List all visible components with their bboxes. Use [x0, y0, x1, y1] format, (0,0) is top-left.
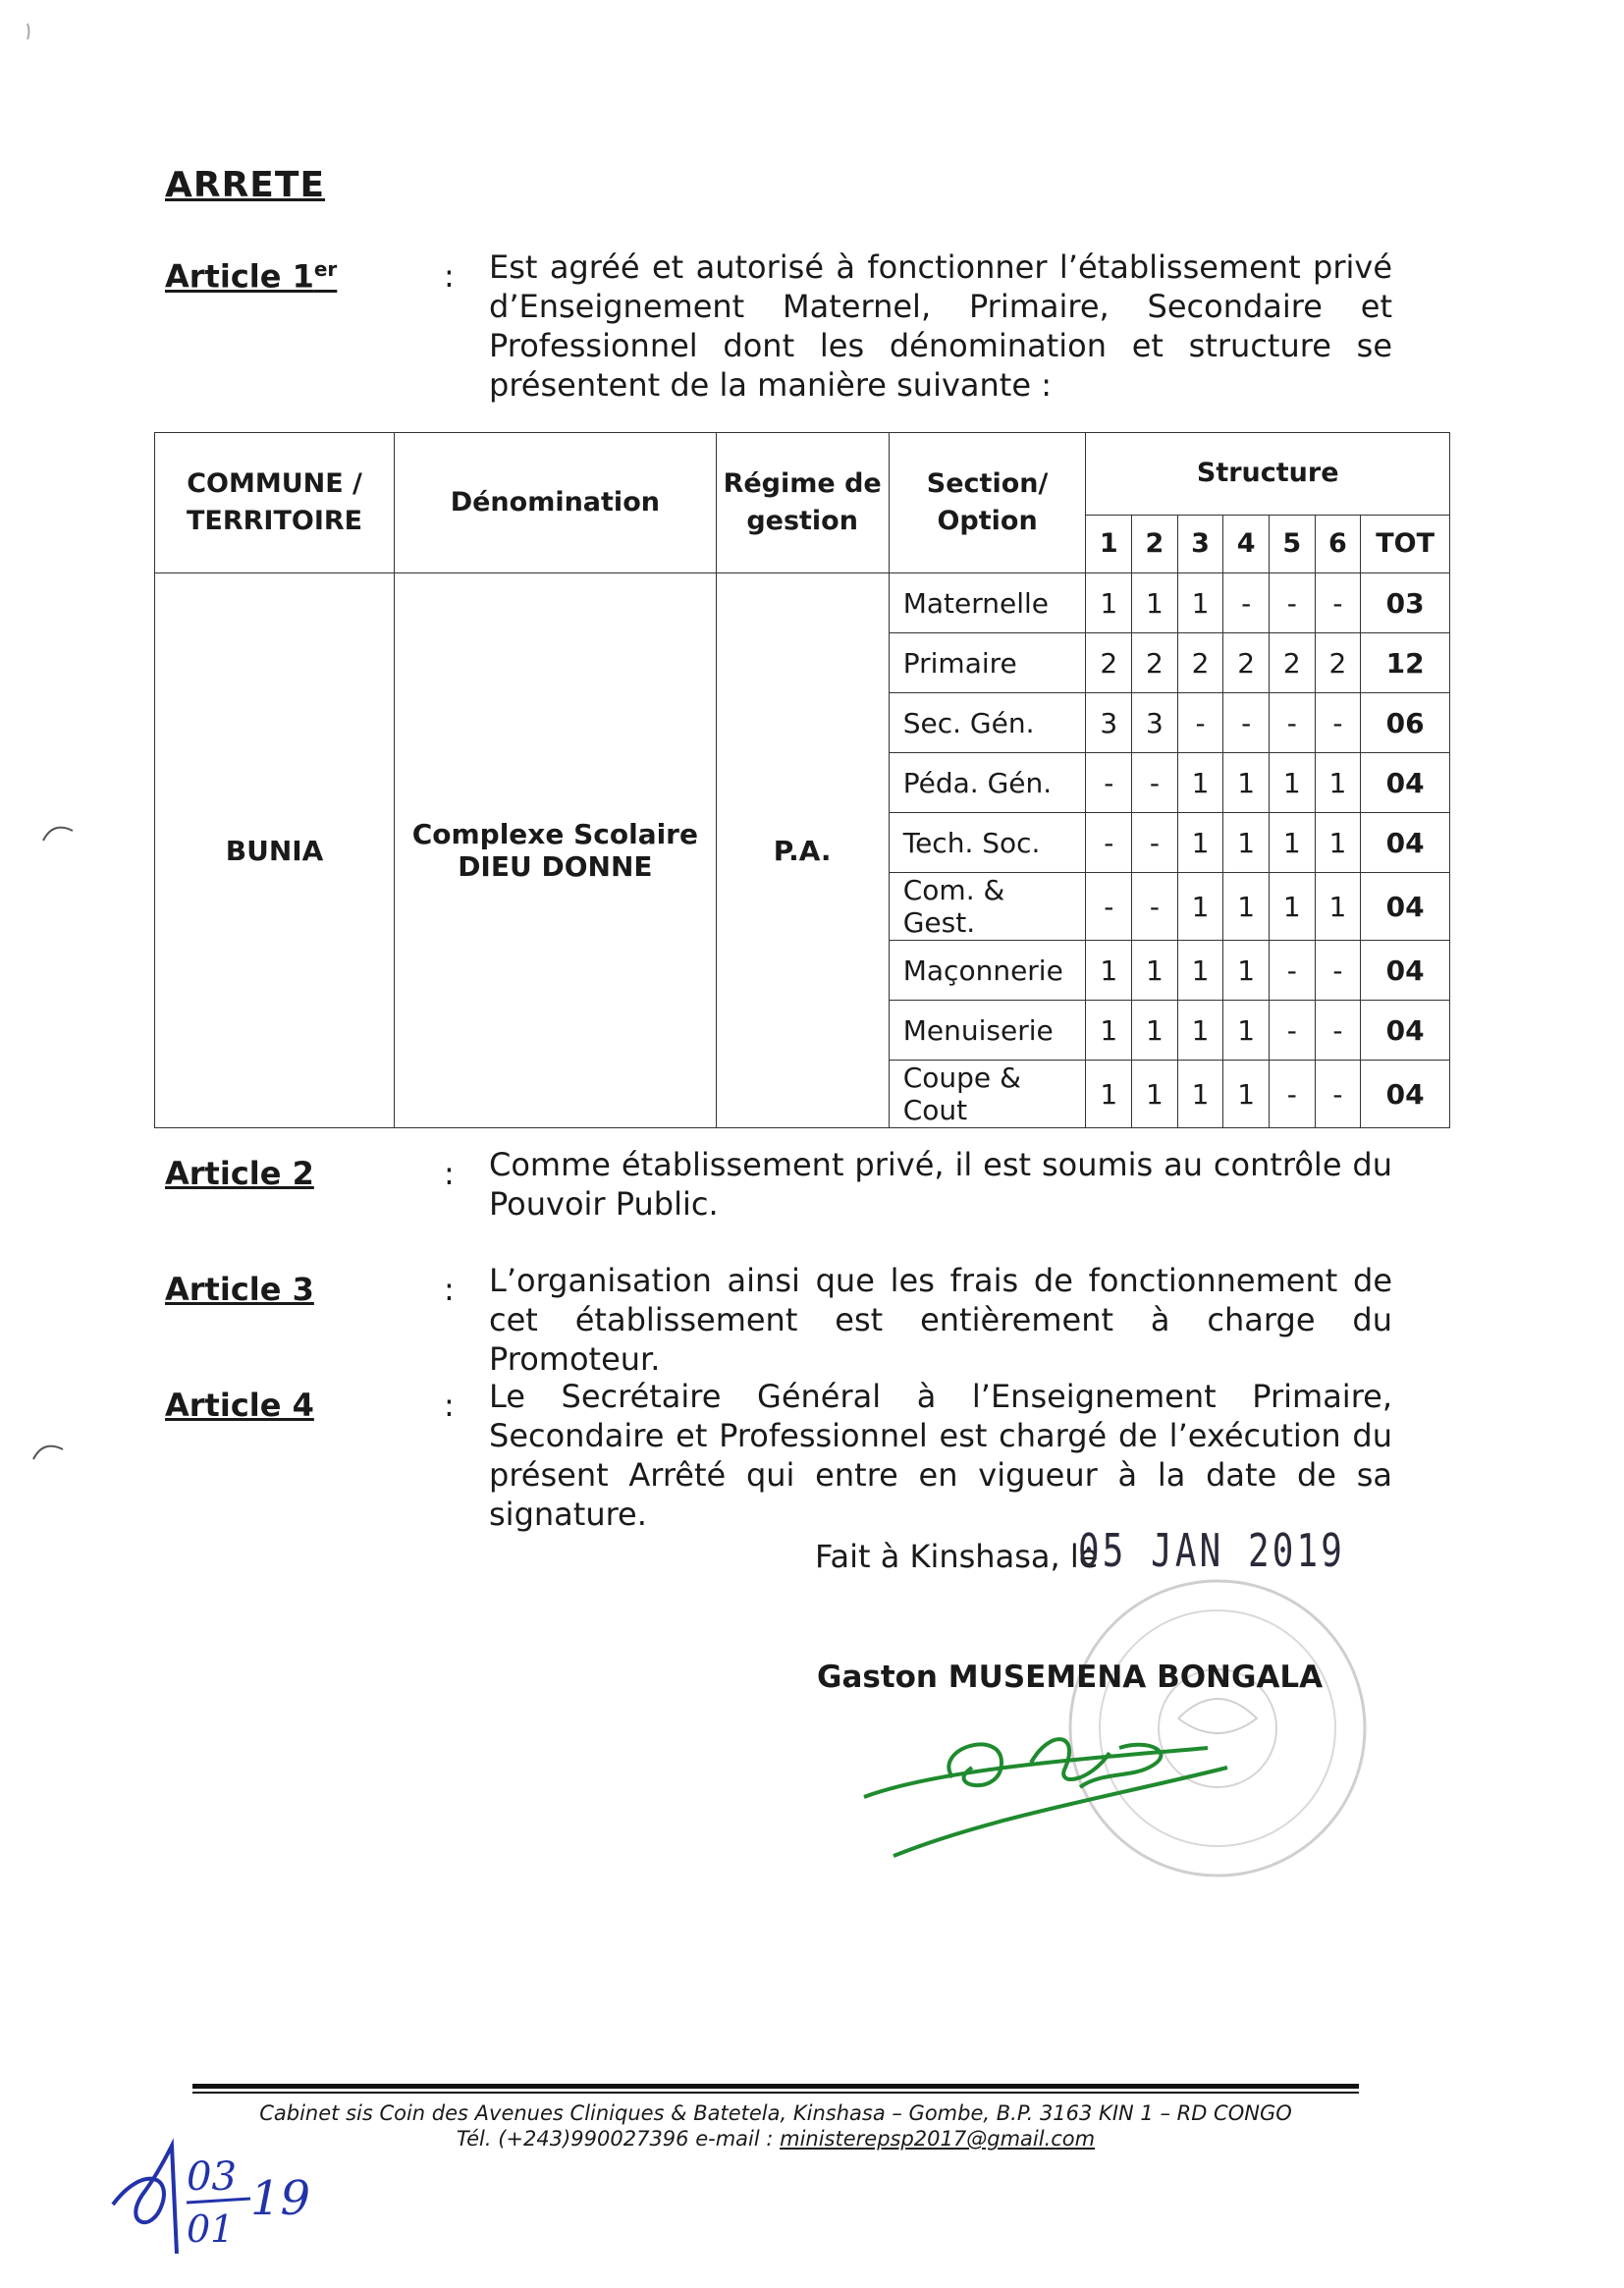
- denomination-line2: DIEU DONNE: [458, 850, 653, 883]
- level-cell: 1: [1269, 813, 1315, 873]
- regime-cell: P.A.: [716, 573, 889, 1128]
- level-cell: -: [1315, 1001, 1361, 1061]
- article-4-text: Le Secrétaire Général à l’Enseignement Primaire, Secondaire et Professionnel est chargé de l’exécution du présent Arrêté qui entre en vigueur à la date de sa signature.: [489, 1378, 1392, 1533]
- level-cell: 2: [1177, 633, 1223, 693]
- level-cell: 1: [1223, 813, 1270, 873]
- article-colon: :: [444, 257, 455, 295]
- footer-contact: [192, 2127, 1359, 2151]
- level-cell: -: [1086, 813, 1132, 873]
- level-cell: -: [1315, 941, 1361, 1001]
- structure-table: [154, 432, 1450, 1128]
- total-cell: 03: [1361, 573, 1450, 633]
- header-regime-line2: gestion: [746, 506, 858, 536]
- header-level: 2: [1132, 515, 1178, 572]
- header-commune-line1: COMMUNE /: [187, 468, 362, 499]
- header-level: 4: [1223, 515, 1270, 572]
- svg-text:01: 01: [187, 2207, 235, 2251]
- level-cell: -: [1223, 693, 1270, 753]
- denomination-cell: [395, 573, 716, 1128]
- level-cell: -: [1132, 873, 1178, 941]
- footer-rule: [192, 2092, 1359, 2094]
- article-label-superscript: er: [313, 257, 338, 281]
- level-cell: 1: [1223, 941, 1270, 1001]
- level-cell: -: [1315, 693, 1361, 753]
- section-cell: Menuiserie: [889, 1001, 1086, 1061]
- level-cell: 2: [1315, 633, 1361, 693]
- footer-address: Cabinet sis Coin des Avenues Cliniques & Batetela, Kinshasa – Gombe, B.P. 3163 KIN 1 – RD CONGO: [259, 2101, 1292, 2125]
- scan-mark: [39, 815, 79, 844]
- level-cell: -: [1223, 573, 1270, 633]
- level-cell: 3: [1086, 693, 1132, 753]
- level-cell: 1: [1132, 1061, 1178, 1128]
- table-row: [155, 573, 1450, 633]
- total-cell: 04: [1361, 873, 1450, 941]
- section-cell: Sec. Gén.: [889, 693, 1086, 753]
- level-cell: 1: [1315, 753, 1361, 813]
- level-cell: 1: [1315, 873, 1361, 941]
- level-cell: -: [1269, 941, 1315, 1001]
- level-cell: 1: [1223, 873, 1270, 941]
- article-3-label: Article 3: [165, 1271, 314, 1308]
- svg-text:19: 19: [250, 2171, 311, 2226]
- level-cell: 1: [1177, 573, 1223, 633]
- header-section-line1: Section/: [926, 468, 1049, 499]
- header-commune: [155, 433, 395, 573]
- date-stamp: 05 JAN 2019: [1078, 1524, 1345, 1577]
- header-denomination: Dénomination: [395, 433, 716, 573]
- header-section-line2: Option: [937, 506, 1038, 536]
- level-cell: 1: [1132, 573, 1178, 633]
- level-cell: 2: [1086, 633, 1132, 693]
- article-4-label: Article 4: [165, 1387, 314, 1424]
- scan-mark: [29, 1434, 69, 1463]
- section-cell: Tech. Soc.: [889, 813, 1086, 873]
- footer-rule: [192, 2084, 1359, 2089]
- scan-mark: [20, 20, 59, 49]
- level-cell: 1: [1177, 753, 1223, 813]
- level-cell: 1: [1177, 1061, 1223, 1128]
- section-cell: Coupe & Cout: [889, 1061, 1086, 1128]
- article-3-text: L’organisation ainsi que les frais de fonctionnement de cet établissement est entièrement à charge du Promoteur.: [489, 1262, 1392, 1378]
- article-1-label: [165, 257, 337, 296]
- section-cell: Primaire: [889, 633, 1086, 693]
- total-cell: 12: [1361, 633, 1450, 693]
- total-cell: 06: [1361, 693, 1450, 753]
- footer-email: ministerepsp2017@gmail.com: [780, 2127, 1096, 2151]
- footer-phone: Tél. (+243)990027396 e-mail :: [456, 2127, 781, 2151]
- section-cell: Péda. Gén.: [889, 753, 1086, 813]
- place-label: Fait à Kinshasa, le: [815, 1538, 1099, 1575]
- article-2-label: Article 2: [165, 1155, 314, 1192]
- article-colon: :: [444, 1271, 455, 1308]
- level-cell: 1: [1223, 1001, 1270, 1061]
- level-cell: 1: [1132, 1001, 1178, 1061]
- header-level: 6: [1315, 515, 1361, 572]
- total-cell: 04: [1361, 941, 1450, 1001]
- section-cell: Com. & Gest.: [889, 873, 1086, 941]
- level-cell: -: [1269, 693, 1315, 753]
- article-label-text: Article 1: [165, 257, 314, 296]
- header-commune-line2: TERRITOIRE: [186, 506, 363, 536]
- denomination-line1: Complexe Scolaire: [411, 818, 698, 850]
- level-cell: 2: [1223, 633, 1270, 693]
- section-cell: Maçonnerie: [889, 941, 1086, 1001]
- header-total: TOT: [1361, 515, 1450, 572]
- level-cell: 1: [1269, 873, 1315, 941]
- header-regime-line1: Régime de: [723, 468, 882, 499]
- level-cell: 1: [1177, 941, 1223, 1001]
- header-section: [889, 433, 1086, 573]
- signature-icon: [854, 1709, 1267, 1885]
- article-1-text: Est agréé et autorisé à fonctionner l’établissement privé d’Enseignement Maternel, Primaire, Secondaire et Professionnel dont les dénomination et structure se présentent de la manière suivante :: [489, 248, 1392, 404]
- signer-name: Gaston MUSEMENA BONGALA: [817, 1660, 1324, 1695]
- header-level: 5: [1269, 515, 1315, 572]
- article-2-text: Comme établissement privé, il est soumis au contrôle du Pouvoir Public.: [489, 1146, 1392, 1223]
- level-cell: 1: [1223, 1061, 1270, 1128]
- level-cell: 1: [1223, 753, 1270, 813]
- article-colon: :: [444, 1155, 455, 1192]
- section-cell: Maternelle: [889, 573, 1086, 633]
- level-cell: 3: [1132, 693, 1178, 753]
- total-cell: 04: [1361, 813, 1450, 873]
- level-cell: 1: [1132, 941, 1178, 1001]
- level-cell: 1: [1177, 813, 1223, 873]
- level-cell: 1: [1177, 1001, 1223, 1061]
- level-cell: 2: [1269, 633, 1315, 693]
- level-cell: -: [1315, 1061, 1361, 1128]
- level-cell: 1: [1086, 941, 1132, 1001]
- level-cell: -: [1269, 1001, 1315, 1061]
- level-cell: 1: [1315, 813, 1361, 873]
- total-cell: 04: [1361, 1001, 1450, 1061]
- svg-text:03: 03: [187, 2154, 237, 2200]
- level-cell: -: [1315, 573, 1361, 633]
- level-cell: 2: [1132, 633, 1178, 693]
- document-title: ARRETE: [165, 165, 326, 205]
- level-cell: -: [1177, 693, 1223, 753]
- header-level: 1: [1086, 515, 1132, 572]
- level-cell: 1: [1086, 573, 1132, 633]
- level-cell: 1: [1086, 1061, 1132, 1128]
- header-regime: [716, 433, 889, 573]
- level-cell: -: [1269, 1061, 1315, 1128]
- commune-cell: BUNIA: [155, 573, 395, 1128]
- header-structure: Structure: [1086, 433, 1450, 516]
- level-cell: -: [1269, 573, 1315, 633]
- level-cell: 1: [1086, 1001, 1132, 1061]
- level-cell: 1: [1269, 753, 1315, 813]
- handwritten-note-icon: [103, 2136, 329, 2263]
- level-cell: -: [1086, 873, 1132, 941]
- level-cell: -: [1132, 753, 1178, 813]
- level-cell: -: [1132, 813, 1178, 873]
- article-colon: :: [444, 1387, 455, 1424]
- level-cell: 1: [1177, 873, 1223, 941]
- header-level: 3: [1177, 515, 1223, 572]
- total-cell: 04: [1361, 753, 1450, 813]
- level-cell: -: [1086, 753, 1132, 813]
- total-cell: 04: [1361, 1061, 1450, 1128]
